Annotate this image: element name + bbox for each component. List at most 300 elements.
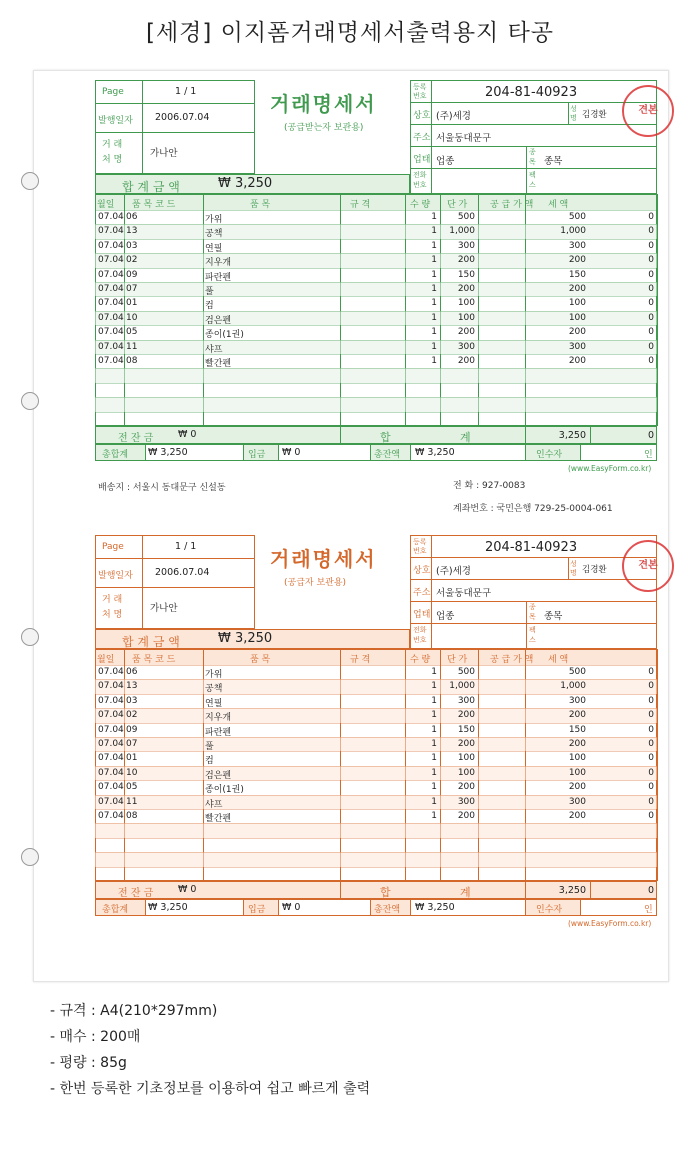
item-price: 500 bbox=[457, 667, 475, 677]
row-divider bbox=[95, 412, 657, 413]
item-supply: 300 bbox=[568, 695, 586, 706]
item-code: 06 bbox=[126, 667, 138, 677]
item-supply: 200 bbox=[568, 356, 586, 366]
item-qty: 1 bbox=[431, 255, 437, 266]
item-supply: 300 bbox=[568, 240, 586, 251]
item-code: 06 bbox=[126, 212, 138, 222]
divider bbox=[526, 601, 527, 649]
item-name: 빨간펜 bbox=[205, 359, 232, 369]
page-value: 1 / 1 bbox=[175, 541, 197, 552]
reg-label: 번호 bbox=[413, 547, 427, 555]
column-header: 공 급 가 액 bbox=[490, 200, 534, 210]
divider bbox=[580, 444, 581, 461]
item-name: 공책 bbox=[205, 684, 223, 695]
table-row bbox=[60, 751, 657, 765]
name-label: 성 bbox=[570, 105, 577, 113]
row-divider bbox=[95, 368, 657, 369]
divider bbox=[95, 132, 255, 133]
document-title: 거래명세서 bbox=[270, 92, 377, 116]
divider bbox=[580, 899, 581, 916]
item-date: 07.04 bbox=[98, 710, 124, 721]
document-title: 거래명세서 bbox=[270, 547, 377, 571]
phone-label: 번호 bbox=[413, 636, 427, 644]
item-tax: 0 bbox=[648, 811, 654, 821]
item-code: 13 bbox=[126, 681, 138, 692]
invoice-form-green bbox=[60, 80, 658, 473]
item-date: 07.04 bbox=[98, 327, 124, 338]
column-header: 세 액 bbox=[548, 655, 569, 665]
client-label: 거 래 bbox=[102, 140, 123, 150]
item-date: 07.04 bbox=[98, 796, 124, 807]
spec-item: - 규격 : A4(210*297mm) bbox=[50, 1003, 218, 1019]
item-date: 07.04 bbox=[98, 681, 124, 692]
total-amount-value: ₩ 3,250 bbox=[218, 631, 273, 646]
item-price: 100 bbox=[457, 753, 475, 764]
address-label: 주소 bbox=[413, 588, 431, 598]
divider bbox=[410, 899, 411, 916]
name-label: 명 bbox=[570, 569, 577, 577]
address-value: 서울동대문구 bbox=[436, 588, 492, 599]
item-price: 300 bbox=[457, 240, 475, 251]
item-name: 지우개 bbox=[205, 258, 232, 269]
item-qty: 1 bbox=[431, 356, 437, 366]
company-seal-stamp: 견본 bbox=[622, 85, 674, 137]
item-tax: 0 bbox=[648, 767, 654, 778]
page-label: Page bbox=[102, 87, 124, 97]
spec-item: - 한번 등록한 기초정보를 이용하여 쉽고 빠르게 출력 bbox=[50, 1081, 371, 1097]
item-date: 07.04 bbox=[98, 782, 124, 793]
item-name: 검은펜 bbox=[205, 315, 232, 326]
divider bbox=[142, 80, 143, 174]
table-row bbox=[60, 723, 657, 737]
row-stripe bbox=[95, 368, 657, 382]
balance-value: ₩ 3,250 bbox=[415, 902, 455, 913]
item-price: 200 bbox=[457, 284, 475, 294]
item-price: 100 bbox=[457, 767, 475, 778]
item-supply: 1,000 bbox=[560, 226, 586, 237]
item-name: 연필 bbox=[205, 243, 223, 254]
item-code: 02 bbox=[126, 710, 138, 721]
item-date: 07.04 bbox=[98, 695, 124, 706]
spec-list bbox=[50, 1000, 370, 1104]
table-row bbox=[60, 296, 657, 310]
document-subtitle: (공급받는자 보관용) bbox=[284, 123, 364, 133]
client-value: 가나안 bbox=[150, 603, 178, 614]
table-row bbox=[60, 708, 657, 722]
punch-hole bbox=[21, 848, 39, 866]
divider bbox=[431, 80, 432, 194]
item-code: 13 bbox=[126, 226, 138, 237]
item-price: 200 bbox=[457, 710, 475, 721]
item-tax: 0 bbox=[648, 667, 654, 677]
item-name: 공책 bbox=[205, 229, 223, 240]
item-price: 300 bbox=[457, 341, 475, 352]
fax-label: 팩 bbox=[529, 171, 536, 179]
divider bbox=[410, 444, 411, 461]
item-qty: 1 bbox=[431, 811, 437, 821]
table-row bbox=[60, 224, 657, 238]
item-qty: 1 bbox=[431, 284, 437, 294]
item-name: 지우개 bbox=[205, 713, 232, 724]
client-label: 처 명 bbox=[102, 155, 123, 165]
deposit-value: ₩ 0 bbox=[282, 902, 301, 913]
item-code: 07 bbox=[126, 284, 138, 294]
item-qty: 1 bbox=[431, 724, 437, 735]
column-header: 세 액 bbox=[548, 200, 569, 210]
item-supply: 200 bbox=[568, 710, 586, 721]
business-value: 업종 bbox=[436, 611, 455, 622]
item-tax: 0 bbox=[648, 782, 654, 793]
divider bbox=[590, 881, 591, 899]
item-supply: 1,000 bbox=[560, 681, 586, 692]
item-name: 풀 bbox=[205, 742, 214, 752]
balance-label: 총잔액 bbox=[374, 905, 401, 915]
balance-value: ₩ 3,250 bbox=[415, 447, 455, 458]
category-label: 목 bbox=[529, 613, 536, 621]
table-row bbox=[60, 282, 657, 296]
item-tax: 0 bbox=[648, 753, 654, 764]
punch-hole bbox=[21, 392, 39, 410]
row-divider bbox=[95, 838, 657, 839]
item-date: 07.04 bbox=[98, 811, 124, 821]
reg-number: 204-81-40923 bbox=[485, 85, 578, 100]
item-code: 03 bbox=[126, 695, 138, 706]
item-qty: 1 bbox=[431, 695, 437, 706]
sum-supply: 3,250 bbox=[558, 885, 586, 896]
sum-label: 계 bbox=[460, 431, 471, 444]
item-name: 샤프 bbox=[205, 799, 223, 810]
item-qty: 1 bbox=[431, 240, 437, 251]
divider bbox=[410, 557, 657, 558]
item-date: 07.04 bbox=[98, 724, 124, 735]
address-label: 주소 bbox=[413, 133, 431, 143]
item-date: 07.04 bbox=[98, 341, 124, 352]
item-date: 07.04 bbox=[98, 767, 124, 778]
item-supply: 200 bbox=[568, 811, 586, 821]
item-qty: 1 bbox=[431, 767, 437, 778]
company-value: (주)세경 bbox=[436, 566, 471, 577]
deposit-value: ₩ 0 bbox=[282, 447, 301, 458]
divider bbox=[410, 579, 657, 580]
item-name: 컴 bbox=[205, 301, 214, 312]
item-tax: 0 bbox=[648, 240, 654, 251]
delivery-address: 배송지 : 서울시 동대문구 신설동 bbox=[98, 483, 226, 493]
item-date: 07.04 bbox=[98, 269, 124, 280]
sum-tax: 0 bbox=[647, 885, 654, 896]
date-label: 발행일자 bbox=[98, 116, 133, 126]
item-date: 07.04 bbox=[98, 753, 124, 764]
item-qty: 1 bbox=[431, 667, 437, 677]
deposit-label: 입금 bbox=[248, 450, 266, 460]
item-name: 파란펜 bbox=[205, 272, 232, 283]
grand-total-label: 총합계 bbox=[102, 450, 129, 460]
divider bbox=[526, 146, 527, 194]
divider bbox=[95, 103, 255, 104]
item-supply: 200 bbox=[568, 739, 586, 749]
item-qty: 1 bbox=[431, 782, 437, 793]
item-price: 300 bbox=[457, 796, 475, 807]
table-column-divider bbox=[657, 649, 658, 881]
fax-label: 스 bbox=[529, 636, 536, 644]
item-price: 150 bbox=[457, 724, 475, 735]
name-value: 김경환 bbox=[582, 110, 607, 120]
prev-balance-label: 전 잔 금 bbox=[118, 433, 154, 444]
prev-balance-value: ₩ 0 bbox=[178, 429, 197, 440]
divider bbox=[278, 444, 279, 461]
receiver-seal: 인 bbox=[644, 450, 653, 460]
item-name: 가위 bbox=[205, 215, 223, 225]
item-supply: 100 bbox=[568, 312, 586, 323]
receiver-label: 인수자 bbox=[536, 905, 563, 915]
invoice-form-orange bbox=[60, 535, 658, 928]
column-header: 규 격 bbox=[350, 655, 371, 665]
divider bbox=[410, 168, 657, 169]
bank-account: 계좌번호 : 국민은행 729-25-0004-061 bbox=[453, 504, 613, 514]
phone-label: 전화 bbox=[413, 626, 427, 634]
date-value: 2006.07.04 bbox=[155, 112, 210, 123]
item-price: 200 bbox=[457, 356, 475, 366]
item-tax: 0 bbox=[648, 796, 654, 807]
item-supply: 200 bbox=[568, 327, 586, 338]
category-label: 종 bbox=[529, 603, 536, 611]
item-code: 09 bbox=[126, 724, 138, 735]
item-code: 11 bbox=[126, 796, 138, 807]
grand-total-value: ₩ 3,250 bbox=[148, 902, 188, 913]
row-divider bbox=[95, 823, 657, 824]
item-qty: 1 bbox=[431, 226, 437, 237]
item-tax: 0 bbox=[648, 284, 654, 294]
item-code: 11 bbox=[126, 341, 138, 352]
divider bbox=[95, 558, 255, 559]
reg-label: 등록 bbox=[413, 83, 427, 91]
prev-balance-value: ₩ 0 bbox=[178, 884, 197, 895]
item-tax: 0 bbox=[648, 356, 654, 366]
item-name: 컴 bbox=[205, 756, 214, 767]
phone-label: 전화 bbox=[413, 171, 427, 179]
item-qty: 1 bbox=[431, 681, 437, 692]
table-row bbox=[60, 795, 657, 809]
table-row bbox=[60, 340, 657, 354]
deposit-label: 입금 bbox=[248, 905, 266, 915]
column-header: 월일 bbox=[97, 200, 115, 210]
business-value: 업종 bbox=[436, 156, 455, 167]
total-amount-value: ₩ 3,250 bbox=[218, 176, 273, 191]
column-header: 월일 bbox=[97, 655, 115, 665]
item-code: 08 bbox=[126, 356, 138, 366]
item-price: 200 bbox=[457, 255, 475, 266]
column-header: 수 량 bbox=[410, 200, 431, 210]
item-price: 500 bbox=[457, 212, 475, 222]
table-row bbox=[60, 679, 657, 693]
item-price: 200 bbox=[457, 782, 475, 793]
item-qty: 1 bbox=[431, 739, 437, 749]
prev-balance-label: 전 잔 금 bbox=[118, 888, 154, 899]
table-row bbox=[60, 809, 657, 823]
receiver-label: 인수자 bbox=[536, 450, 563, 460]
date-label: 발행일자 bbox=[98, 571, 133, 581]
item-name: 가위 bbox=[205, 670, 223, 680]
column-header: 품 목 bbox=[250, 200, 271, 210]
item-date: 07.04 bbox=[98, 356, 124, 366]
item-price: 100 bbox=[457, 298, 475, 309]
client-label: 처 명 bbox=[102, 610, 123, 620]
item-date: 07.04 bbox=[98, 240, 124, 251]
row-divider bbox=[95, 383, 657, 384]
divider bbox=[145, 899, 146, 916]
sum-label: 합 bbox=[380, 431, 391, 444]
item-date: 07.04 bbox=[98, 667, 124, 677]
item-code: 10 bbox=[126, 767, 138, 778]
table-row bbox=[60, 665, 657, 679]
item-code: 01 bbox=[126, 298, 138, 309]
spec-item: - 매수 : 200매 bbox=[50, 1029, 141, 1045]
table-row bbox=[60, 268, 657, 282]
table-row bbox=[60, 239, 657, 253]
item-tax: 0 bbox=[648, 226, 654, 237]
delivery-phone: 전 화 : 927-0083 bbox=[453, 481, 526, 491]
item-date: 07.04 bbox=[98, 298, 124, 309]
divider bbox=[142, 535, 143, 629]
row-divider bbox=[95, 397, 657, 398]
reg-label: 등록 bbox=[413, 538, 427, 546]
item-tax: 0 bbox=[648, 695, 654, 706]
divider bbox=[525, 426, 526, 444]
row-stripe bbox=[95, 823, 657, 837]
item-supply: 150 bbox=[568, 269, 586, 280]
item-supply: 200 bbox=[568, 255, 586, 266]
item-name: 빨간펜 bbox=[205, 814, 232, 824]
grand-total-value: ₩ 3,250 bbox=[148, 447, 188, 458]
grand-total-label: 총합계 bbox=[102, 905, 129, 915]
sum-label: 합 bbox=[380, 886, 391, 899]
name-label: 성 bbox=[570, 560, 577, 568]
sum-label: 계 bbox=[460, 886, 471, 899]
item-code: 05 bbox=[126, 782, 138, 793]
divider bbox=[278, 899, 279, 916]
divider bbox=[145, 444, 146, 461]
item-supply: 500 bbox=[568, 212, 586, 222]
table-row bbox=[60, 253, 657, 267]
item-price: 150 bbox=[457, 269, 475, 280]
item-qty: 1 bbox=[431, 327, 437, 338]
client-value: 가나안 bbox=[150, 148, 178, 159]
item-supply: 200 bbox=[568, 284, 586, 294]
item-name: 연필 bbox=[205, 698, 223, 709]
item-tax: 0 bbox=[648, 298, 654, 309]
item-code: 03 bbox=[126, 240, 138, 251]
phone-label: 번호 bbox=[413, 181, 427, 189]
business-label: 업태 bbox=[413, 155, 431, 165]
item-name: 종이(1권) bbox=[205, 785, 244, 796]
item-supply: 100 bbox=[568, 753, 586, 764]
item-tax: 0 bbox=[648, 724, 654, 735]
item-qty: 1 bbox=[431, 710, 437, 721]
table-column-divider bbox=[657, 194, 658, 426]
item-supply: 500 bbox=[568, 667, 586, 677]
divider bbox=[431, 535, 432, 649]
item-code: 08 bbox=[126, 811, 138, 821]
item-date: 07.04 bbox=[98, 226, 124, 237]
item-code: 09 bbox=[126, 269, 138, 280]
item-qty: 1 bbox=[431, 269, 437, 280]
item-tax: 0 bbox=[648, 341, 654, 352]
table-row bbox=[60, 325, 657, 339]
divider bbox=[340, 426, 341, 444]
item-name: 풀 bbox=[205, 287, 214, 297]
item-tax: 0 bbox=[648, 710, 654, 721]
divider bbox=[95, 587, 255, 588]
company-seal-stamp: 견본 bbox=[622, 540, 674, 592]
table-row bbox=[60, 737, 657, 751]
reg-number: 204-81-40923 bbox=[485, 540, 578, 555]
website-text: (www.EasyForm.co.kr) bbox=[568, 464, 652, 473]
item-date: 07.04 bbox=[98, 212, 124, 222]
item-supply: 300 bbox=[568, 796, 586, 807]
table-row bbox=[60, 780, 657, 794]
item-price: 100 bbox=[457, 312, 475, 323]
item-qty: 1 bbox=[431, 212, 437, 222]
website-text: (www.EasyForm.co.kr) bbox=[568, 919, 652, 928]
item-date: 07.04 bbox=[98, 312, 124, 323]
product-title: [세경] 이지폼거래명세서출력용지 타공 bbox=[145, 20, 555, 46]
table-row bbox=[60, 694, 657, 708]
sum-tax: 0 bbox=[647, 430, 654, 441]
divider bbox=[525, 881, 526, 899]
divider bbox=[568, 557, 569, 579]
item-code: 07 bbox=[126, 739, 138, 749]
divider bbox=[568, 102, 569, 124]
item-price: 1,000 bbox=[449, 681, 475, 692]
item-code: 05 bbox=[126, 327, 138, 338]
page-value: 1 / 1 bbox=[175, 86, 197, 97]
row-divider bbox=[95, 867, 657, 868]
divider bbox=[410, 102, 657, 103]
item-supply: 100 bbox=[568, 767, 586, 778]
table-row bbox=[60, 210, 657, 224]
table-row bbox=[60, 354, 657, 368]
balance-label: 총잔액 bbox=[374, 450, 401, 460]
item-qty: 1 bbox=[431, 298, 437, 309]
item-tax: 0 bbox=[648, 255, 654, 266]
divider bbox=[410, 124, 657, 125]
column-header: 품 목 bbox=[250, 655, 271, 665]
spec-item: - 평량 : 85g bbox=[50, 1055, 127, 1071]
item-tax: 0 bbox=[648, 327, 654, 338]
column-header: 품 목 코 드 bbox=[132, 655, 176, 665]
item-qty: 1 bbox=[431, 753, 437, 764]
item-name: 파란펜 bbox=[205, 727, 232, 738]
address-value: 서울동대문구 bbox=[436, 133, 492, 144]
item-price: 200 bbox=[457, 327, 475, 338]
category-label: 목 bbox=[529, 158, 536, 166]
divider bbox=[410, 623, 657, 624]
date-value: 2006.07.04 bbox=[155, 567, 210, 578]
item-date: 07.04 bbox=[98, 255, 124, 266]
total-amount-label: 합 계 금 액 bbox=[122, 635, 180, 649]
column-header: 단 가 bbox=[447, 200, 468, 210]
item-date: 07.04 bbox=[98, 284, 124, 294]
item-qty: 1 bbox=[431, 312, 437, 323]
client-label: 거 래 bbox=[102, 595, 123, 605]
punch-hole bbox=[21, 628, 39, 646]
item-supply: 150 bbox=[568, 724, 586, 735]
item-code: 01 bbox=[126, 753, 138, 764]
item-supply: 100 bbox=[568, 298, 586, 309]
fax-label: 팩 bbox=[529, 626, 536, 634]
document-subtitle: (공급자 보관용) bbox=[284, 578, 347, 588]
item-code: 10 bbox=[126, 312, 138, 323]
name-label: 명 bbox=[570, 114, 577, 122]
